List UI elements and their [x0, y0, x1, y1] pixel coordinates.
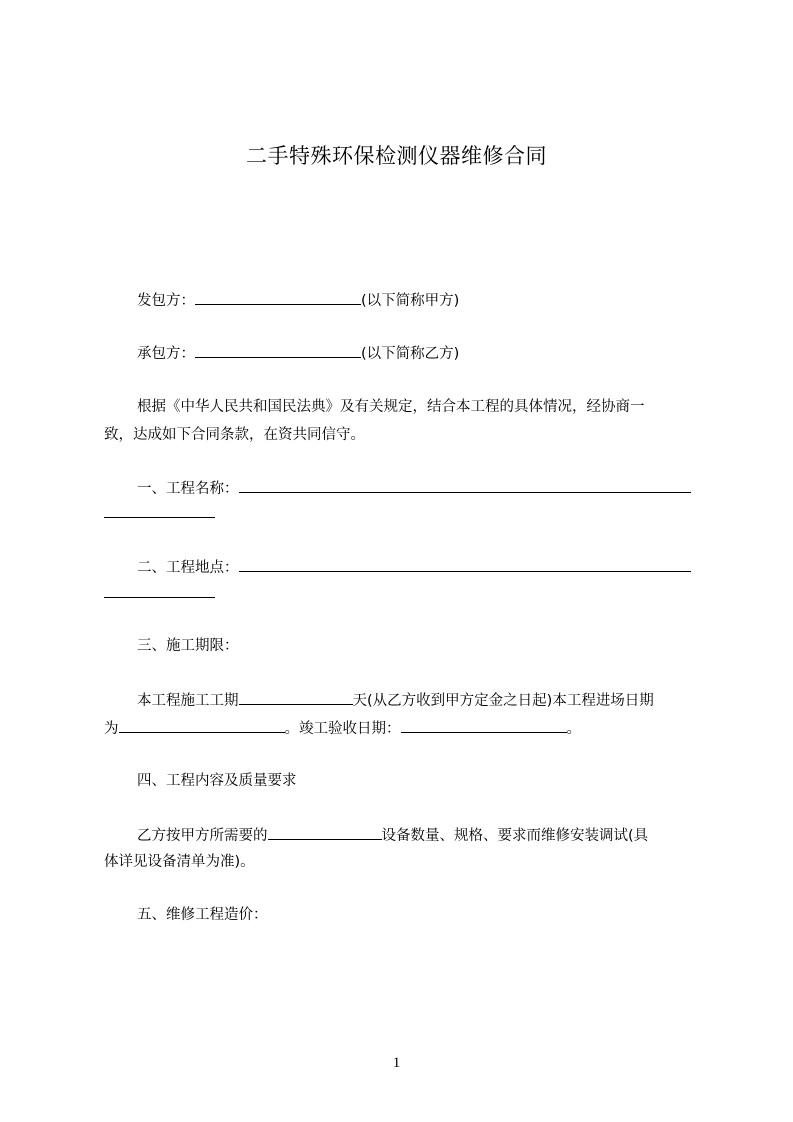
- section-5-heading: 五、维修工程造价：: [137, 907, 268, 923]
- duration-description: 天(从乙方收到甲方定金之日起)本工程进场日期: [352, 693, 654, 709]
- party-b-blank: [195, 343, 361, 358]
- acceptance-date-end: 。: [566, 721, 581, 737]
- party-b-suffix: (以下简称乙方): [361, 346, 460, 362]
- project-name-blank-continued: [104, 503, 215, 518]
- duration-label: 本工程施工工期: [137, 693, 239, 709]
- section-4-text-start: 乙方按甲方所需要的: [137, 828, 268, 844]
- section-2-heading: 二、工程地点：: [137, 560, 239, 576]
- entry-date-prefix: 为: [104, 721, 119, 737]
- equipment-blank: [268, 825, 382, 840]
- project-location-blank-continued: [104, 583, 215, 598]
- preamble-line-1: 根据《中华人民共和国民法典》及有关规定，结合本工程的具体情况，经协商一: [137, 399, 645, 415]
- section-3-heading: 三、施工期限：: [137, 638, 239, 654]
- section-3-line-2: [104, 718, 581, 739]
- section-1-continuation: [104, 503, 215, 524]
- section-4-line-1: [137, 825, 648, 846]
- section-4-line-2: 体详见设备清单为准)。: [104, 854, 255, 870]
- duration-days-blank: [239, 690, 353, 705]
- acceptance-date-label: 。竣工验收日期：: [284, 721, 401, 737]
- section-1-line: [137, 478, 691, 499]
- party-a-line: [137, 290, 459, 311]
- party-b-line: [137, 343, 459, 364]
- section-1-heading: 一、工程名称：: [137, 481, 239, 497]
- page-number: 1: [392, 1055, 401, 1071]
- project-name-blank: [239, 478, 691, 493]
- acceptance-date-blank: [401, 718, 567, 733]
- section-3-line-1: [137, 690, 654, 711]
- party-a-suffix: (以下简称甲方): [361, 293, 460, 309]
- document-title: 二手特殊环保检测仪器维修合同: [246, 144, 547, 168]
- party-b-label: 承包方：: [137, 346, 195, 362]
- preamble-line-2: 致，达成如下合同条款，在资共同信守。: [104, 427, 365, 443]
- section-4-heading: 四、工程内容及质量要求: [137, 773, 297, 789]
- section-2-continuation: [104, 583, 215, 604]
- project-location-blank: [239, 557, 691, 572]
- party-a-blank: [195, 290, 361, 305]
- section-2-line: [137, 557, 691, 578]
- entry-date-blank: [119, 718, 285, 733]
- party-a-label: 发包方：: [137, 293, 195, 309]
- section-4-text-end: 设备数量、规格、要求而维修安装调试(具: [381, 828, 649, 844]
